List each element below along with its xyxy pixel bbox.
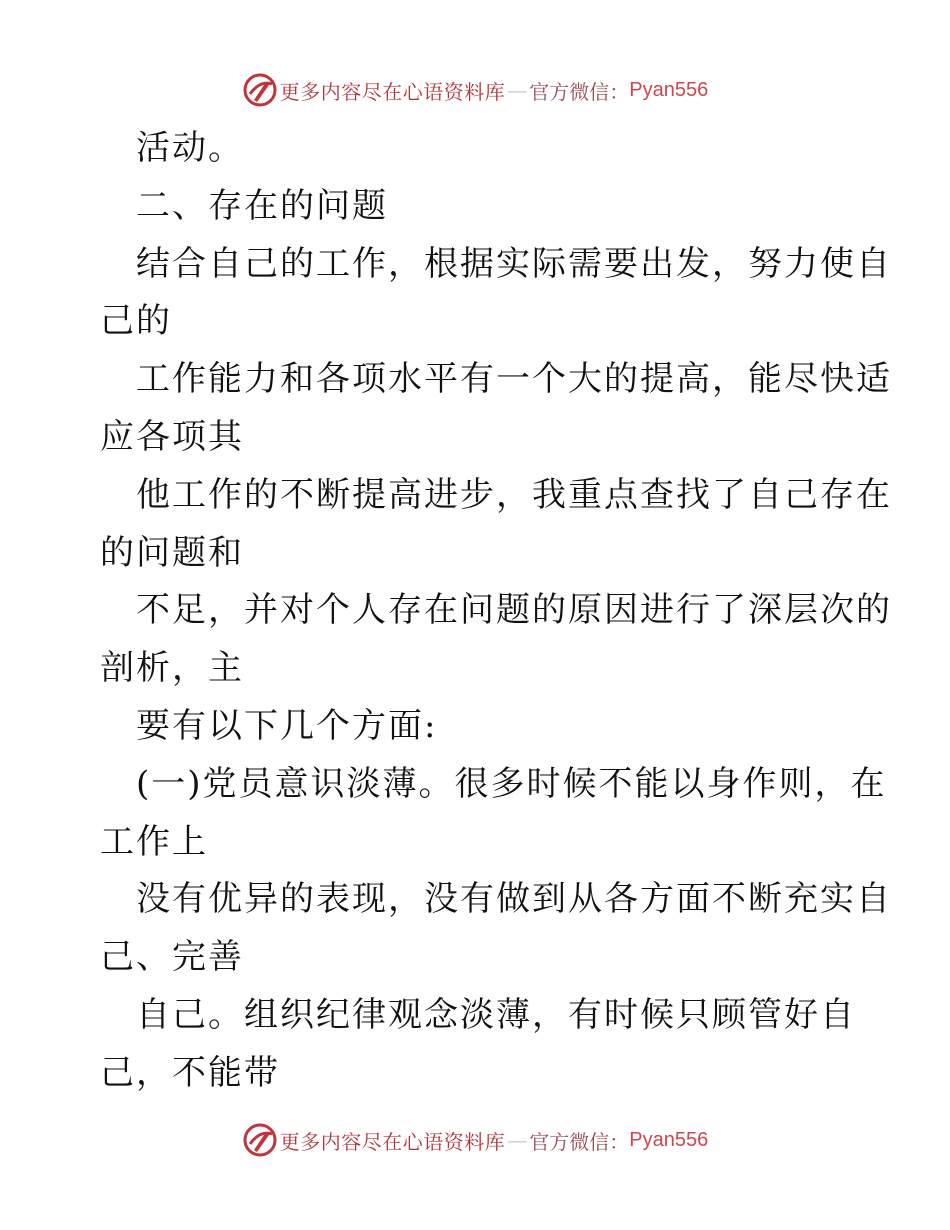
header-banner-dash: — (507, 78, 528, 102)
header-banner (0, 70, 950, 110)
logo-icon (242, 1122, 278, 1158)
header-banner-id: Pyan556 (629, 78, 709, 101)
header-banner-wechat: 官方微信： (529, 79, 630, 104)
header-banner-text: 更多内容尽在心语资料库 (279, 79, 506, 104)
text-line: 活动。 (136, 128, 244, 168)
text-line: 剖析，主 (100, 648, 244, 689)
text-line: 他工作的不断提高进步，我重点查找了自己存在 (136, 474, 892, 515)
text-line: 的问题和 (100, 532, 244, 573)
footer-banner-wechat: 官方微信： (529, 1129, 630, 1154)
text-line: 没有优异的表现，没有做到从各方面不断充实自 (136, 879, 892, 920)
text-line: 不足，并对个人存在问题的原因进行了深层次的 (136, 590, 892, 631)
text-line: 结合自己的工作，根据实际需要出发，努力使自 (136, 243, 892, 284)
footer-banner-id: Pyan556 (629, 1128, 709, 1151)
text-line: 应各项其 (100, 416, 244, 457)
text-line: 己的 (100, 301, 172, 342)
text-line: 自己。组织纪律观念淡薄，有时候只顾管好自 (136, 994, 856, 1035)
text-line: 工作能力和各项水平有一个大的提高，能尽快适 (136, 359, 892, 400)
body-text (100, 120, 892, 1103)
footer-banner-text: 更多内容尽在心语资料库 (279, 1129, 506, 1154)
footer-banner-dash: — (507, 1128, 528, 1152)
text-line: 工作上 (100, 821, 208, 862)
text-line: 己，不能带 (100, 1052, 280, 1093)
text-line: 要有以下几个方面: (136, 705, 438, 746)
logo-icon (242, 72, 278, 108)
text-line: 己、完善 (100, 937, 244, 978)
text-line: (一)党员意识淡薄。很多时候不能以身作则，在 (136, 763, 887, 804)
section-heading: 二、存在的问题 (136, 185, 388, 226)
footer-banner (0, 1120, 950, 1160)
